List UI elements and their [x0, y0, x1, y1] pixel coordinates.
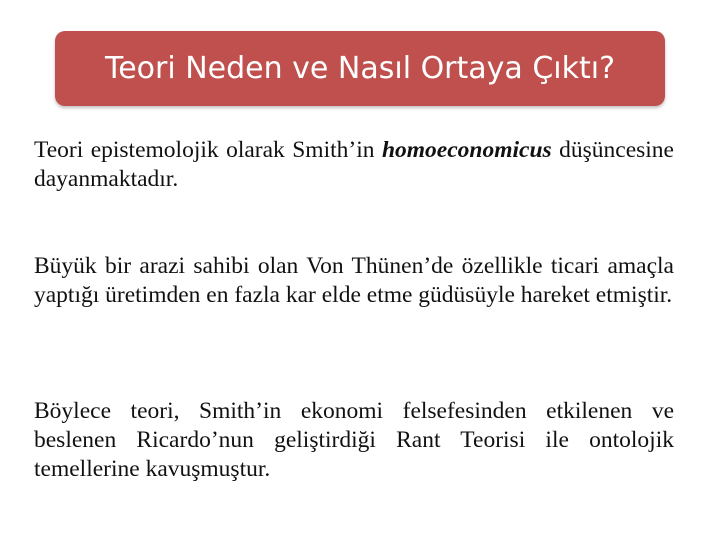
homoeconomicus-term: homoeconomicus — [381, 137, 552, 163]
paragraph-homoeconomicus — [34, 136, 674, 194]
paragraph-1-text-end: düşüncesine dayanmaktadır. — [34, 137, 674, 192]
paragraph-1-text-start: Teori epistemolojik olarak Smith’in — [34, 137, 382, 163]
slide-title-box — [55, 31, 665, 106]
slide-title: Teori Neden ve Nasıl Ortaya Çıktı? — [104, 51, 616, 86]
paragraph-rant-teorisi: Böylece teori, Smith’in ekonomi felsefesinden etkilenen ve beslenen Ricardo’nun geliştirdiği Rant Teorisi ile ontolojik temellerine kavuşmuştur. — [34, 398, 674, 482]
paragraph-von-thunen: Büyük bir arazi sahibi olan Von Thünen’de özellikle ticari amaçla yaptığı üretimden en fazla kar elde etme güdüsüyle hareket etmiştir. — [34, 253, 674, 308]
